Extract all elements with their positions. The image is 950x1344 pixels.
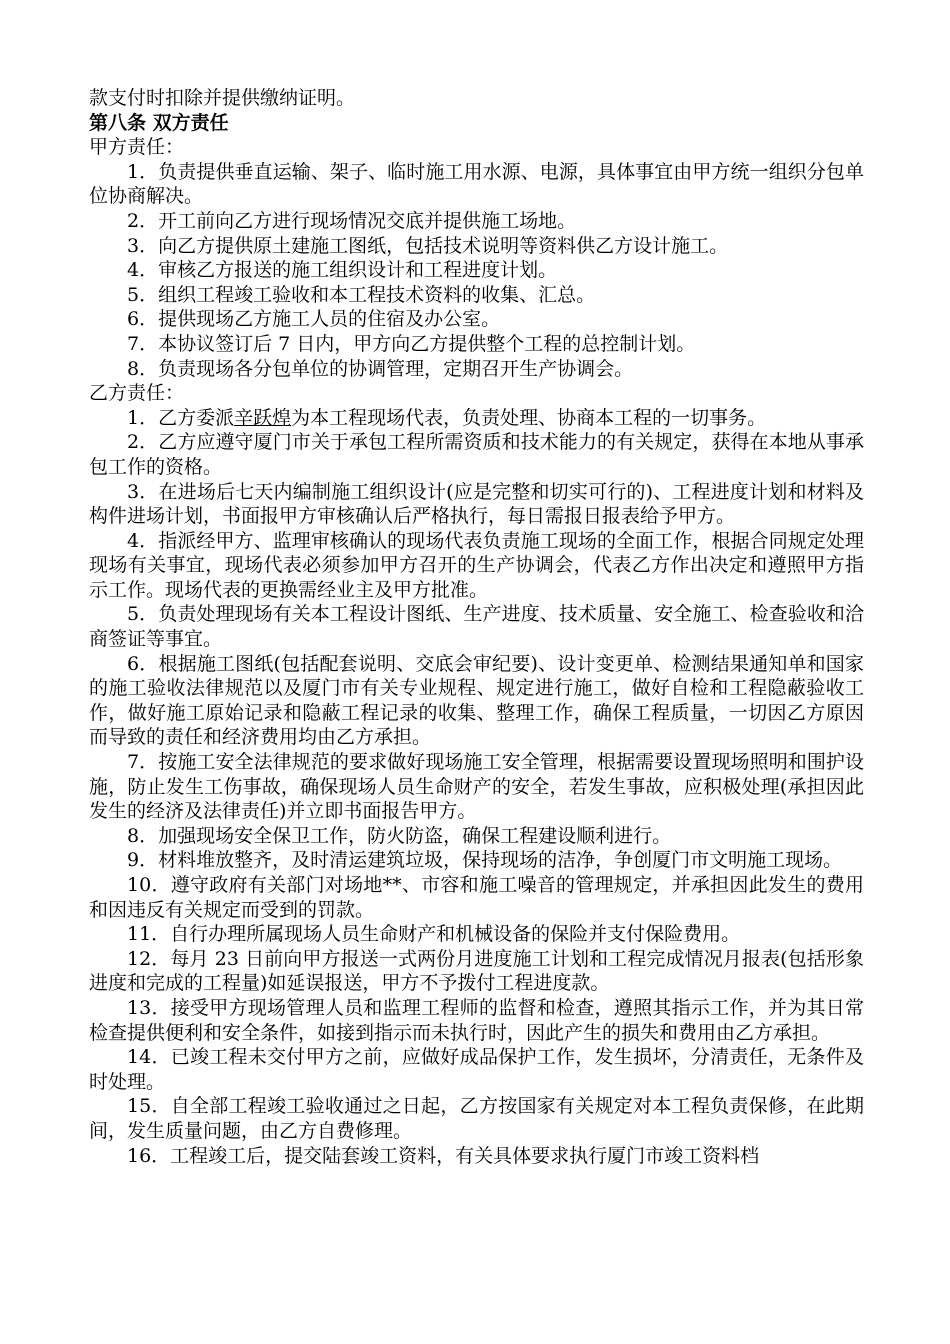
party-b-item: 5．负责处理现场有关本工程设计图纸、生产进度、技术质量、安全施工、检查验收和洽商签证等事宜。 [89, 603, 864, 651]
continuation-text: 款支付时扣除并提供缴纳证明。 [89, 87, 356, 109]
party-a-item: 1．负责提供垂直运输、架子、临时施工用水源、电源，具体事宜由甲方统一组织分包单位协商解决。 [89, 160, 864, 208]
party-b-item: 16．工程竣工后，提交陆套竣工资料，有关具体要求执行厦门市竣工资料档 [127, 1144, 760, 1167]
party-b-item: 6．根据施工图纸(包括配套说明、交底会审纪要)、设计变更单、检测结果通知单和国家的施工验收法律规范以及厦门市有关专业规程、规定进行施工，做好自检和工程隐蔽验收工作，做好施工原始记录和隐蔽工程记录的收集、整理工作，确保工程质量，一切因乙方原因而导致的责任和经济费用均由乙方承担。 [89, 652, 864, 749]
party-a-item: 4．审核乙方报送的施工组织设计和工程进度计划。 [127, 259, 558, 282]
party-a-item: 6．提供现场乙方施工人员的住宿及办公室。 [127, 308, 501, 331]
party-b-item: 3．在进场后七天内编制施工组织设计(应是完整和切实可行的)、工程进度计划和材料及构件进场计划，书面报甲方审核确认后严格执行，每日需报日报表给予甲方。 [89, 480, 864, 528]
party-b-item: 13．接受甲方现场管理人员和监理工程师的监督和检查，遵照其指示工作，并为其日常检查提供便利和安全条件，如接到指示而未执行时，因此产生的损失和费用由乙方承担。 [89, 996, 864, 1044]
party-b-item: 2．乙方应遵守厦门市关于承包工程所需资质和技术能力的有关规定，获得在本地从事承包工作的资格。 [89, 431, 864, 478]
party-a-item: 8．负责现场各分包单位的协调管理，定期召开生产协调会。 [127, 357, 634, 380]
party-b-item: 7．按施工安全法律规范的要求做好现场施工安全管理，根据需要设置现场照明和围护设施，防止发生工伤事故，确保现场人员生命财产的安全，若发生事故，应积极处理(承担因此发生的经济及法律责任)并立即书面报告甲方。 [89, 751, 864, 823]
representative-name: 辛跃煌 [234, 406, 292, 429]
party-a-item: 3．向乙方提供原土建施工图纸，包括技术说明等资料供乙方设计施工。 [127, 234, 729, 257]
party-a-item: 5．组织工程竣工验收和本工程技术资料的收集、汇总。 [127, 283, 596, 306]
section-title: 第八条 双方责任 [89, 111, 229, 134]
party-b-item: 15．自全部工程竣工验收通过之日起，乙方按国家有关规定对本工程负责保修，在此期间，发生质量问题，由乙方自费修理。 [89, 1095, 864, 1142]
party-b-item: 11．自行办理所属现场人员生命财产和机械设备的保险并支付保险费用。 [127, 923, 741, 946]
party-b-item: 12．每月 23 日前向甲方报送一式两份月进度施工计划和工程完成情况月报表(包括形象进度和完成的工程量)如延误报送，甲方不予拨付工程进度款。 [89, 947, 864, 995]
party-b-item: 9．材料堆放整齐，及时清运建筑垃圾，保持现场的洁净，争创厦门市文明施工现场。 [127, 849, 843, 872]
party-b-item: 14．已竣工程未交付甲方之前，应做好成品保护工作，发生损坏，分清责任，无条件及时处理。 [89, 1046, 864, 1093]
party-b-item: 10．遵守政府有关部门对场地**、市容和施工噪音的管理规定，并承担因此发生的费用和因违反有关规定而受到的罚款。 [89, 874, 864, 921]
party-a-list [89, 160, 864, 381]
party-b-list [89, 406, 864, 1168]
party-b-heading: 乙方责任： [89, 382, 185, 405]
party-b-item: 4．指派经甲方、监理审核确认的现场代表负责施工现场的全面工作，根据合同规定处理现场有关事宜，现场代表必须参加甲方召开的生产协调会，代表乙方作出决定和遵照甲方指示工作。现场代表的更换需经业主及甲方批准。 [89, 529, 864, 601]
document-body [89, 86, 864, 1168]
party-a-heading: 甲方责任： [89, 136, 185, 159]
party-b-item [89, 406, 864, 431]
party-a-item: 2．开工前向乙方进行现场情况交底并提供施工场地。 [127, 209, 577, 232]
party-b-item: 8．加强现场安全保卫工作，防火防盗，确保工程建设顺利进行。 [127, 824, 672, 847]
party-a-item: 7．本协议签订后 7 日内，甲方向乙方提供整个工程的总控制计划。 [127, 332, 696, 355]
item-prefix: 1．乙方委派 [127, 406, 235, 429]
item-suffix: 为本工程现场代表，负责处理、协商本工程的一切事务。 [291, 406, 767, 429]
